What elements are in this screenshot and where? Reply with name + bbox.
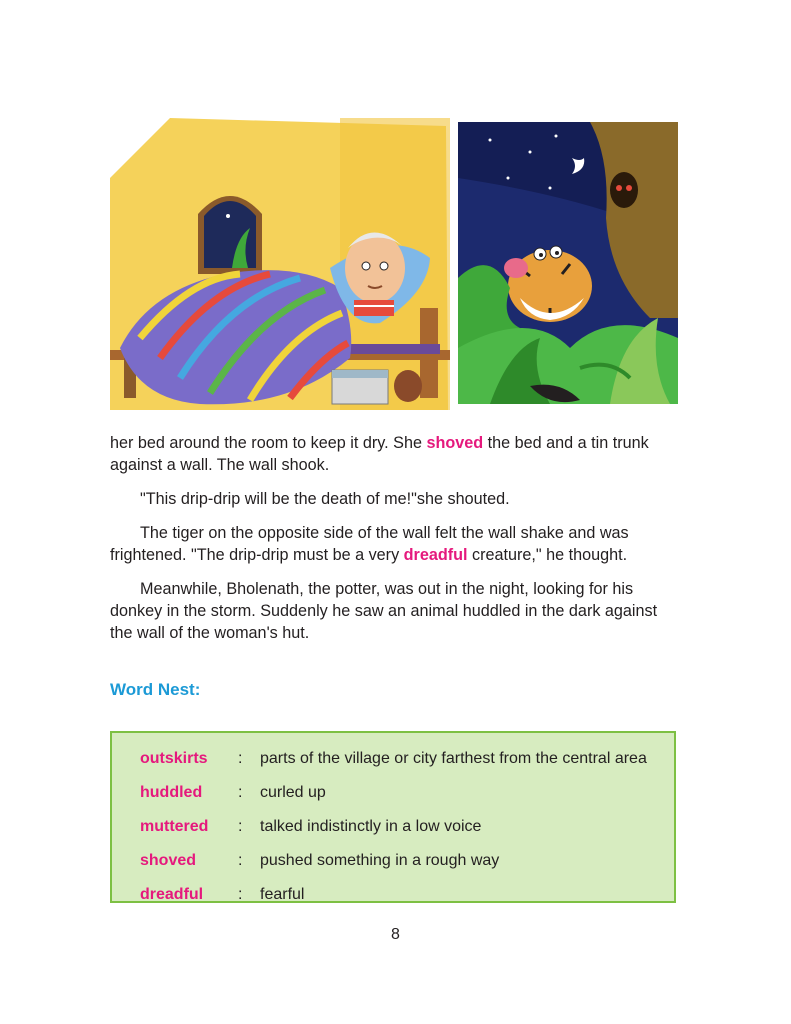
page-number: 8 [391, 926, 400, 943]
story-paragraph [110, 432, 682, 476]
glossary-definition: curled up [260, 784, 326, 801]
glossary-entry [112, 742, 674, 776]
glossary-entry [112, 844, 674, 878]
story-illustration [110, 118, 678, 410]
text-segment: The tiger on the opposite side of the wall felt the wall shake and was frightened. "The drip-drip must be a very [110, 524, 629, 564]
glossary-term: dreadful [140, 886, 204, 903]
story-paragraph: Meanwhile, Bholenath, the potter, was out in the night, looking for his donkey in the storm. Suddenly he saw an animal huddled in the dark against the wall of the woman's hut. [110, 580, 658, 642]
glossary-colon: : [238, 750, 243, 767]
glossary-term: muttered [140, 818, 209, 835]
glossary-colon: : [238, 852, 243, 869]
highlighted-word: dreadful [403, 546, 468, 564]
text-segment: creature," he thought. [467, 546, 628, 564]
text-segment: her bed around the room to keep it dry. She [110, 434, 427, 452]
glossary-definition: parts of the village or city farthest from the central area [260, 750, 647, 767]
story-paragraph [110, 522, 682, 566]
glossary-term: shoved [140, 852, 197, 869]
glossary-box [110, 731, 676, 903]
glossary-colon: : [238, 886, 243, 903]
glossary-entry [112, 878, 674, 912]
glossary-term: outskirts [140, 750, 208, 767]
room-scene [110, 118, 450, 410]
glossary-definition: talked indistinctly in a low voice [260, 818, 482, 835]
glossary-colon: : [238, 818, 243, 835]
word-nest-heading: Word Nest: [110, 680, 201, 699]
tin-trunk [332, 370, 388, 404]
story-paragraph: "This drip-drip will be the death of me!"she shouted. [140, 490, 510, 508]
night-scene [458, 122, 678, 404]
highlighted-word: shoved [426, 434, 484, 452]
glossary-entry [112, 810, 674, 844]
story-text [110, 432, 682, 656]
glossary-entry [112, 776, 674, 810]
glossary-definition: pushed something in a rough way [260, 852, 500, 869]
glossary-term: huddled [140, 784, 203, 801]
window [198, 196, 262, 274]
glossary-definition: fearful [260, 886, 305, 903]
text-segment: the bed and a tin trunk against a wall. The wall shook. [110, 434, 649, 474]
clay-pot [394, 370, 422, 402]
glossary-colon: : [238, 784, 243, 801]
